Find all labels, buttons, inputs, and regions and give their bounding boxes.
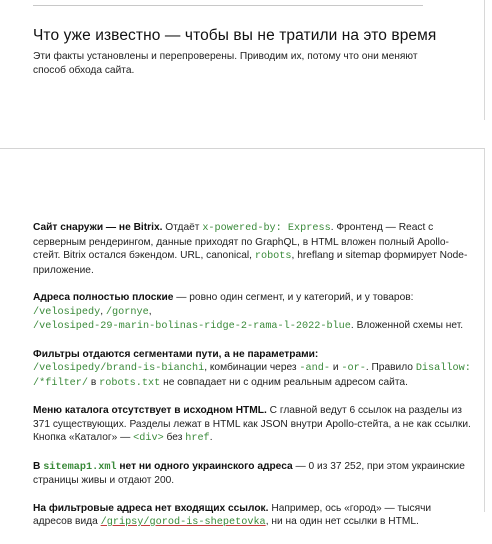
fact-text: С главной ведут 6 ссылок на разделы из 371 существующих. Разделы лежат в HTML как JSON внутри Apollo-стейта, а не как ссылки. Кнопка «Каталог» — [33,405,471,443]
fact-bold: На фильтровые адреса нет входящих ссылок. [33,502,269,514]
fact-bold: В [33,460,44,472]
section-heading: Что уже известно — чтобы вы не тратили на это время [33,27,437,44]
code-snippet: /gripsy/gorod-is-shepetovka [100,517,266,528]
fact-bold: Сайт снаружи — не Bitrix. [33,222,163,233]
fact-bold: Адреса полностью плоские [33,292,174,303]
fact-text: Например, ось «город» — тысячи адресов вида [33,502,432,527]
fact-text: , [148,305,152,317]
fact-item [33,291,473,334]
fact-bold: Фильтры отдаются сегментами пути, а не параметрами: [33,348,319,360]
section-divider [0,148,485,149]
code-snippet: <div> [133,433,164,444]
code-snippet: /gornye [105,306,149,318]
code-snippet: robots [254,251,292,262]
fact-text: . Правило [365,362,416,373]
fact-bold: нет ни одного украинского адреса [116,460,293,472]
fact-text: . Фронтенд — React с серверным рендерингом, данные приходят по GraphQL, в HTML вложен полный Apollo-стейт. Bitrix остался бэкендом. URL, canonical, [33,222,449,261]
top-divider [33,5,423,6]
fact-text: — 0 из 37 252, при этом украинские страницы живы и отдают 200. [33,460,465,486]
fact-bold: Меню каталога отсутствует в исходном HTML. [33,405,267,416]
section-intro: Эти факты установлены и перепроверены. Приводим их, потому что они меняют способ обхода сайта. [33,51,418,76]
fact-item [33,348,473,391]
fact-text: , ни на один нет ссылки в HTML. [265,516,419,527]
fact-text: . Вложенной схемы нет. [350,320,464,331]
code-snippet: -and- [299,363,330,374]
fact-text: не совпадает ни с одним реальным адресом сайта. [160,376,408,388]
code-snippet: href [185,433,210,444]
code-snippet: Disallow: /*filter/ [33,363,471,389]
fact-text: в [88,376,100,388]
panel-edge [484,148,485,512]
fact-text: , комбинации через [204,362,300,373]
code-snippet: /velosipedy/brand-is-bianchi [33,363,205,374]
code-snippet: /velosipedy [33,306,101,318]
code-snippet: robots.txt [99,377,161,389]
fact-text: Отдаёт [162,222,203,233]
fact-text: без [163,432,186,443]
fact-item [33,404,473,446]
fact-item [33,502,473,530]
fact-text: — ровно один сегмент, и у категорий, и у товаров: [173,292,414,303]
facts-list [33,221,473,544]
code-snippet: sitemap1.xml [43,461,117,473]
panel-edge [484,0,485,120]
fact-text: , [100,305,106,317]
fact-item [33,221,473,277]
fact-text: , hreflang и sitemap формирует Node-приложение. [33,250,468,276]
fact-item [33,460,473,488]
fact-text: и [330,362,342,373]
fact-text: . [209,432,213,443]
code-snippet: -or- [341,363,366,374]
code-snippet: /velosiped-29-marin-bolinas-ridge-2-rama-l-2022-blue [33,321,351,332]
code-snippet: x-powered-by: Express [202,223,331,234]
